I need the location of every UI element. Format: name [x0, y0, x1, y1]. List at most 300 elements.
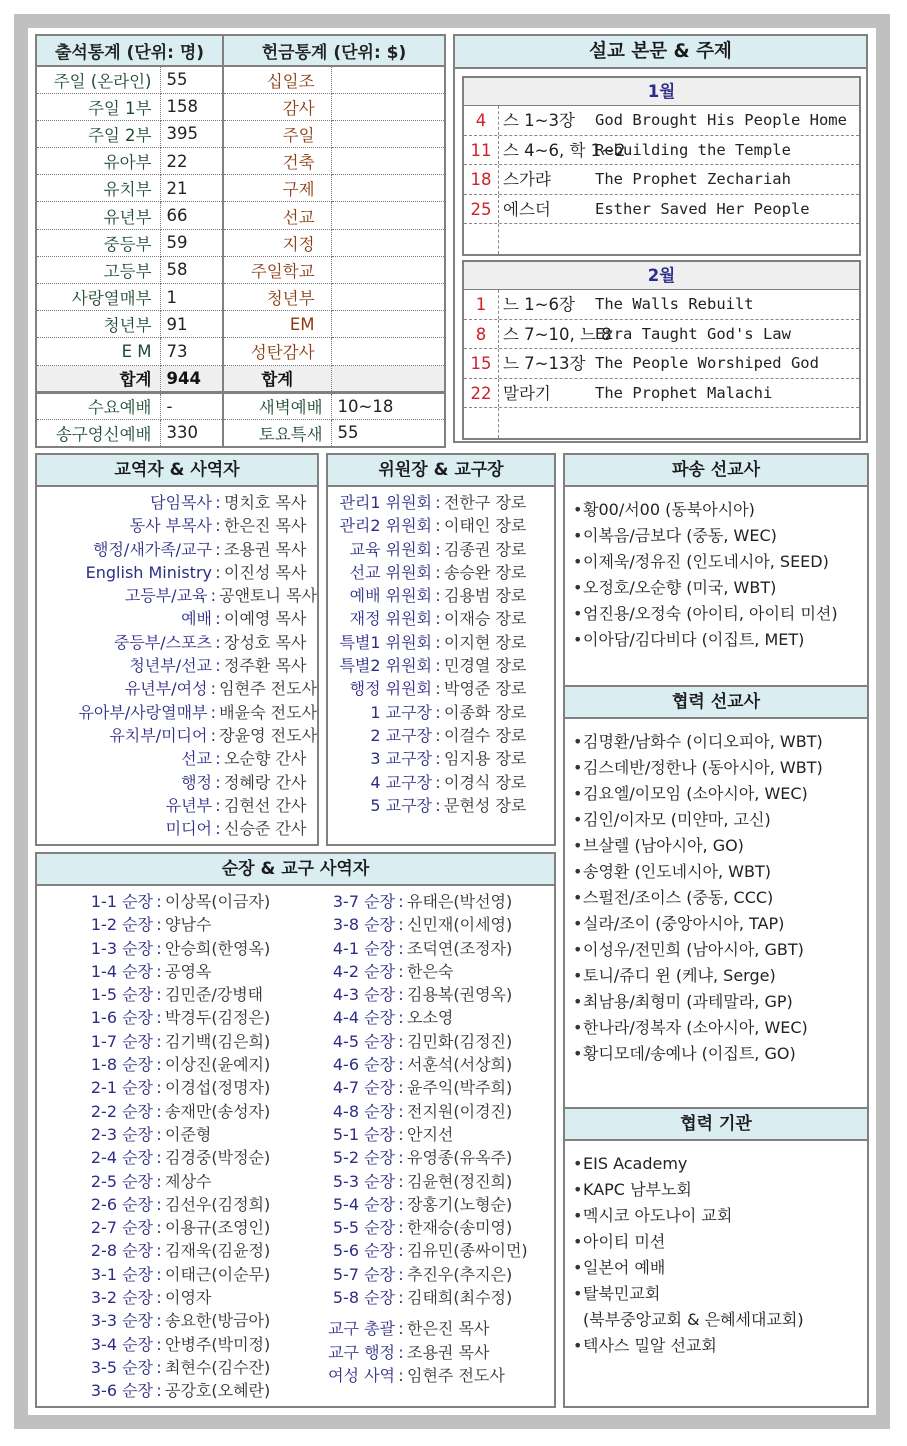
sermon-topic: The Prophet Zechariah	[595, 170, 791, 188]
colon-separator: :	[435, 749, 441, 769]
person-name: 김민화(김정진)	[407, 1031, 513, 1051]
attendance-value: 91	[160, 311, 223, 338]
colon-separator: :	[215, 656, 221, 676]
staff-row	[37, 654, 317, 677]
colon-separator: :	[156, 1194, 162, 1214]
item-text: 실라/조이 (중앙아시아, TAP)	[583, 914, 785, 933]
person-name: 최현수(김수잔)	[165, 1357, 271, 1377]
stats-extra-row	[36, 392, 445, 419]
sermon-scripture: 에스더	[503, 199, 551, 219]
bullet-icon: •	[573, 604, 583, 623]
bullet-icon: •	[573, 758, 583, 777]
offering-value	[331, 256, 445, 283]
colon-separator: :	[435, 656, 441, 676]
attendance-total-label: 합계	[36, 365, 160, 392]
colon-separator: :	[435, 632, 441, 652]
bullet-icon: •	[573, 500, 583, 519]
person-name: 한은숙	[407, 961, 454, 981]
colon-separator: :	[435, 609, 441, 629]
colon-separator: :	[398, 1241, 404, 1261]
attendance-label: 주일 (온라인)	[36, 66, 160, 93]
role-label: 5-8 순장	[332, 1288, 395, 1308]
colon-separator: :	[215, 516, 221, 536]
person-name: 안지선	[407, 1124, 454, 1144]
person-name: 이지현 장로	[444, 632, 527, 652]
role-label: 1-7 순장	[90, 1031, 153, 1051]
cell-leader-row	[313, 890, 528, 913]
offering-value	[331, 93, 445, 120]
service-label: 새벽예배	[223, 392, 331, 419]
role-label: 5-7 순장	[332, 1264, 395, 1284]
cell-leader-row	[313, 1263, 528, 1286]
item-text: 이복음/금보다 (중동, WEC)	[583, 526, 777, 545]
attendance-value: 158	[160, 93, 223, 120]
role-label: 동사 부목사	[129, 516, 212, 536]
committee-row	[328, 514, 554, 537]
person-name: 공앤토니 목사	[219, 586, 317, 606]
offering-label: 십일조	[223, 66, 331, 93]
staff-section	[35, 453, 319, 846]
sent-missionaries-section	[563, 453, 869, 687]
role-label: 교육 위원회	[349, 539, 432, 559]
sermon-topic: Ezra Taught God's Law	[595, 324, 791, 343]
colon-separator: :	[156, 1357, 162, 1377]
item-text: 엄진용/오정숙 (아이티, 아이티 미션)	[583, 604, 838, 623]
colon-separator: :	[156, 892, 162, 911]
staff-row	[37, 491, 317, 514]
offering-total-value	[331, 365, 445, 392]
missionary-item	[573, 523, 867, 549]
item-text: KAPC 남부노회	[583, 1180, 692, 1199]
sermon-scripture: 스 1~3장	[503, 111, 575, 130]
sermon-scripture: 스 7~10, 느 8	[503, 324, 612, 344]
bullet-icon: •	[573, 1180, 583, 1199]
sermon-date: 1	[464, 290, 499, 319]
committee-row	[328, 677, 554, 700]
colon-separator: :	[398, 1008, 404, 1028]
staff-row	[37, 677, 317, 700]
bullet-icon: •	[573, 1044, 583, 1063]
person-name: 문현성 장로	[444, 795, 527, 815]
service-value: 330	[160, 419, 223, 446]
committee-row	[328, 794, 554, 817]
colon-separator: :	[435, 795, 441, 815]
month-february	[462, 260, 861, 440]
person-name: 정혜랑 간사	[224, 772, 307, 792]
cell-leader-row	[71, 913, 270, 936]
colon-separator: :	[398, 1171, 404, 1191]
cell-leader-row	[313, 1006, 528, 1029]
role-label: 2 교구장	[370, 725, 432, 745]
person-name: 임지용 장로	[444, 749, 527, 769]
role-label: 관리1 위원회	[339, 493, 432, 512]
person-name: 공영옥	[165, 961, 212, 981]
item-text: 최남용/최형미 (과테말라, GP)	[583, 992, 793, 1011]
bullet-icon: •	[573, 630, 583, 649]
role-label: 1-4 순장	[90, 961, 153, 981]
person-name: 신승준 간사	[224, 819, 307, 839]
staff-row	[37, 817, 317, 840]
colon-separator: :	[435, 702, 441, 722]
cell-leader-row	[71, 983, 270, 1006]
colon-separator: :	[398, 1124, 404, 1144]
colon-separator: :	[215, 749, 221, 769]
role-label: 5-6 순장	[332, 1241, 395, 1261]
role-label: 2-1 순장	[90, 1078, 153, 1098]
role-label: 3 교구장	[370, 749, 432, 769]
item-text: 김요엘/이모임 (소아시아, WEC)	[583, 784, 808, 803]
bullet-icon: •	[573, 1206, 583, 1225]
person-name: 오소영	[407, 1008, 454, 1028]
person-name: 이경식 장로	[444, 772, 527, 792]
offering-label: 성탄감사	[223, 338, 331, 365]
committee-row	[328, 747, 554, 770]
service-label: 토요특새	[223, 419, 331, 446]
offering-label: 지정	[223, 229, 331, 256]
missionary-item	[573, 601, 867, 627]
cell-leader-row	[71, 1170, 270, 1193]
stats-row	[36, 148, 445, 175]
role-label: English Ministry	[85, 562, 212, 582]
item-text: 이제욱/정유진 (인도네시아, SEED)	[583, 552, 829, 571]
colon-separator: :	[435, 725, 441, 745]
bullet-icon: •	[573, 1284, 583, 1303]
role-label: 행정 위원회	[349, 679, 432, 699]
role-label: 예배 위원회	[349, 586, 432, 606]
sermon-row	[464, 136, 859, 166]
missionary-item	[573, 549, 867, 575]
role-label: 교구 행정	[328, 1342, 395, 1362]
colon-separator: :	[156, 1101, 162, 1121]
cell-leader-row	[313, 1053, 528, 1076]
person-name: 임현주 전도사	[219, 679, 317, 699]
staff-row	[37, 514, 317, 537]
committee-title: 위원장 & 교구장	[328, 455, 554, 487]
cell-leader-row	[71, 1030, 270, 1053]
person-name: 김유민(종싸이먼)	[407, 1241, 528, 1261]
organization-item	[573, 1177, 867, 1203]
colon-separator: :	[435, 586, 441, 606]
attendance-value: 73	[160, 338, 223, 365]
stats-total-row	[36, 365, 445, 392]
item-text: 탈북민교회	[583, 1284, 661, 1303]
sermon-row	[464, 379, 859, 409]
attendance-value: 1	[160, 284, 223, 311]
missionary-item	[573, 497, 867, 523]
item-text: EIS Academy	[583, 1154, 688, 1173]
attendance-label: 청년부	[36, 311, 160, 338]
bullet-icon: •	[573, 526, 583, 545]
person-name: 이용규(조영인)	[165, 1218, 271, 1238]
role-label: 4-5 순장	[332, 1031, 395, 1051]
person-name: 이걸수 장로	[444, 725, 527, 745]
attendance-value: 395	[160, 120, 223, 147]
offering-value	[331, 120, 445, 147]
attendance-value: 59	[160, 229, 223, 256]
spacer	[313, 1309, 528, 1317]
committee-row	[328, 561, 554, 584]
person-name: 이상진(윤예지)	[165, 1055, 271, 1075]
cell-leader-row	[71, 1053, 270, 1076]
person-name: 장윤영 전도사	[219, 725, 317, 745]
bullet-icon: •	[573, 732, 583, 751]
sermon-row	[464, 165, 859, 195]
cell-leader-row	[71, 1309, 270, 1332]
person-name: 이경섭(정명자)	[165, 1078, 271, 1098]
sent-missionaries-title: 파송 선교사	[565, 455, 867, 487]
attendance-label: 주일 1부	[36, 93, 160, 120]
role-label: 3-5 순장	[90, 1357, 153, 1377]
sermon-scripture	[499, 408, 595, 438]
role-label: 4-3 순장	[332, 985, 395, 1005]
colon-separator: :	[435, 493, 441, 512]
sermon-row	[464, 106, 859, 136]
role-label: 1-5 순장	[90, 985, 153, 1005]
attendance-label: 고등부	[36, 256, 160, 283]
bullet-icon: •	[573, 1154, 583, 1173]
person-name: 장성호 목사	[224, 632, 307, 652]
role-label: 5-4 순장	[332, 1194, 395, 1214]
item-text: 이성우/전민희 (남아시아, GBT)	[583, 940, 804, 959]
colon-separator: :	[398, 1218, 404, 1238]
sermon-topic: Rebuilding the Temple	[595, 140, 791, 159]
attendance-label: 주일 2부	[36, 120, 160, 147]
cell-leaders-section	[35, 852, 556, 1408]
colon-separator: :	[156, 985, 162, 1005]
service-label: 송구영신예배	[36, 419, 160, 446]
colon-separator: :	[398, 985, 404, 1005]
missionary-item	[573, 807, 867, 833]
role-label: 미디어	[165, 819, 212, 839]
cell-leader-row	[313, 1193, 528, 1216]
role-label: 유아부/사랑열매부	[78, 702, 208, 722]
person-name: 김용범 장로	[444, 586, 527, 606]
missionary-item	[573, 885, 867, 911]
attendance-value: 21	[160, 175, 223, 202]
role-label: 유년부	[165, 795, 212, 815]
cell-leader-row	[71, 1216, 270, 1239]
role-label: 4-6 순장	[332, 1055, 395, 1075]
colon-separator: :	[398, 1031, 404, 1051]
item-text: 토니/쥬디 윈 (케냐, Serge)	[583, 966, 776, 985]
item-text: 김명환/남화수 (이디오피아, WBT)	[583, 732, 823, 751]
role-label: 4-1 순장	[332, 938, 395, 958]
cell-leader-row	[313, 1076, 528, 1099]
person-name: 정주환 목사	[224, 656, 307, 676]
attendance-label: 사랑열매부	[36, 284, 160, 311]
colon-separator: :	[398, 938, 404, 958]
role-label: 1-2 순장	[90, 915, 153, 935]
colon-separator: :	[215, 539, 221, 559]
colon-separator: :	[435, 679, 441, 699]
role-label: 특별1 위원회	[339, 632, 432, 652]
person-name: 김경중(박정순)	[165, 1148, 271, 1168]
attendance-value: 66	[160, 202, 223, 229]
person-name: 이준형	[165, 1124, 212, 1144]
service-label: 수요예배	[36, 392, 160, 419]
colon-separator: :	[398, 1148, 404, 1168]
colon-separator: :	[435, 562, 441, 582]
person-name: 김용복(권영옥)	[407, 985, 513, 1005]
cell-leader-row	[313, 983, 528, 1006]
sermon-topic: The People Worshiped God	[595, 354, 819, 372]
missionary-item	[573, 729, 867, 755]
item-text: 김인/이자모 (미얀마, 고신)	[583, 810, 771, 829]
attendance-label: 유년부	[36, 202, 160, 229]
person-name: 민경열 장로	[444, 656, 527, 676]
attendance-title: 출석통계 (단위: 명)	[36, 35, 223, 66]
stats-row	[36, 311, 445, 338]
colon-separator: :	[210, 725, 217, 745]
role-label: 3-7 순장	[332, 892, 395, 911]
organization-item	[573, 1281, 867, 1307]
colon-separator: :	[398, 1288, 404, 1308]
bullet-icon: •	[573, 552, 583, 571]
committee-section	[326, 453, 556, 846]
person-name: 추진우(추지은)	[407, 1264, 513, 1284]
colon-separator: :	[215, 632, 221, 652]
offering-value	[331, 311, 445, 338]
role-label: 4-7 순장	[332, 1078, 395, 1098]
sermon-scripture: 스 4~6, 학 1~2	[503, 140, 626, 160]
colon-separator: :	[156, 1288, 162, 1308]
offering-value	[331, 66, 445, 93]
role-label: 2-5 순장	[90, 1171, 153, 1191]
sermon-row	[464, 224, 859, 254]
offering-label: EM	[223, 311, 331, 338]
item-text: 송영환 (인도네시아, WBT)	[583, 862, 771, 881]
item-text: 멕시코 아도나이 교회	[583, 1206, 733, 1225]
staff-row	[37, 631, 317, 654]
person-name: 공강호(오혜란)	[165, 1381, 271, 1401]
service-value: 10~18	[331, 392, 445, 419]
partner-missionaries-section	[563, 685, 869, 1109]
colon-separator: :	[215, 819, 221, 839]
cell-leader-row	[71, 1076, 270, 1099]
offering-value	[331, 338, 445, 365]
bullet-icon: •	[573, 1018, 583, 1037]
offering-label: 주일학교	[223, 256, 331, 283]
role-label: 관리2 위원회	[339, 516, 432, 536]
role-label: 5 교구장	[370, 795, 432, 815]
stats-row	[36, 256, 445, 283]
person-name: 이종화 장로	[444, 702, 527, 722]
stats-row	[36, 175, 445, 202]
item-text: 황00/서00 (동북아시아)	[583, 500, 755, 519]
cell-leaders-title: 순장 & 교구 사역자	[37, 854, 554, 886]
sermon-date: 4	[464, 106, 499, 135]
sermon-scripture: 느 7~13장	[503, 354, 586, 373]
person-name: 이예영 목사	[224, 609, 307, 629]
sermon-row	[464, 349, 859, 379]
sermon-scripture	[499, 224, 595, 254]
role-label: 1 교구장	[370, 702, 432, 722]
colon-separator: :	[156, 1055, 162, 1075]
role-label: 3-2 순장	[90, 1288, 153, 1308]
offering-label: 주일	[223, 120, 331, 147]
committee-row	[328, 631, 554, 654]
attendance-label: 유치부	[36, 175, 160, 202]
sermon-topic: The Walls Rebuilt	[595, 295, 754, 313]
missionary-item	[573, 937, 867, 963]
person-name: 조덕연(조정자)	[407, 938, 513, 958]
person-name: 김종권 장로	[444, 539, 527, 559]
missionary-item	[573, 627, 867, 653]
person-name: 한재승(송미영)	[407, 1218, 513, 1238]
person-name: 이영자	[165, 1288, 212, 1308]
person-name: 김윤현(정진희)	[407, 1171, 513, 1191]
cell-leader-row	[313, 960, 528, 983]
committee-row	[328, 701, 554, 724]
cell-leader-row	[313, 913, 528, 936]
role-label: 담임목사	[150, 493, 212, 512]
cell-leader-row	[71, 960, 270, 983]
colon-separator: :	[215, 772, 221, 792]
sermon-row	[464, 408, 859, 438]
sermon-scripture: 느 1~6장	[503, 295, 575, 314]
colon-separator: :	[398, 1342, 404, 1362]
person-name: 이재승 장로	[444, 609, 527, 629]
committee-row	[328, 538, 554, 561]
cell-leader-row	[313, 1100, 528, 1123]
role-label: 4-8 순장	[332, 1101, 395, 1121]
colon-separator: :	[398, 1078, 404, 1098]
committee-row	[328, 654, 554, 677]
colon-separator: :	[435, 516, 441, 536]
cell-leader-row	[71, 890, 270, 913]
cell-leader-row	[313, 1286, 528, 1309]
role-label: 선교	[181, 749, 212, 769]
missionary-item	[573, 781, 867, 807]
colon-separator: :	[156, 1241, 162, 1261]
cell-leader-row	[313, 1239, 528, 1262]
staff-row	[37, 701, 317, 724]
role-label: 4-4 순장	[332, 1008, 395, 1028]
person-name: 한은진 목사	[224, 516, 307, 536]
role-label: 1-3 순장	[90, 938, 153, 958]
item-text: 황디모데/송예나 (이집트, GO)	[583, 1044, 796, 1063]
person-name: 제상수	[165, 1171, 212, 1191]
person-name: 김선우(김정희)	[165, 1194, 271, 1214]
person-name: 안병주(박미정)	[165, 1334, 271, 1354]
sermon-topic: Esther Saved Her People	[595, 199, 810, 218]
service-value: 55	[331, 419, 445, 446]
bullet-icon: •	[573, 888, 583, 907]
colon-separator: :	[210, 679, 217, 699]
offering-total-label: 합계	[223, 365, 331, 392]
list-item-continuation: (북부중앙교회 & 은혜세대교회)	[583, 1310, 804, 1329]
colon-separator: :	[156, 915, 162, 935]
committee-row	[328, 584, 554, 607]
item-text: 오정호/오순향 (미국, WBT)	[583, 578, 777, 597]
colon-separator: :	[156, 938, 162, 958]
colon-separator: :	[435, 539, 441, 559]
missionary-item	[573, 1015, 867, 1041]
cell-leader-row	[71, 1239, 270, 1262]
colon-separator: :	[156, 1031, 162, 1051]
colon-separator: :	[398, 1055, 404, 1075]
person-name: 김민준/강병태	[165, 985, 264, 1005]
sermon-section	[453, 34, 868, 443]
person-name: 김재욱(김윤정)	[165, 1241, 271, 1261]
colon-separator: :	[215, 609, 221, 629]
staff-row	[37, 794, 317, 817]
role-label: 3-8 순장	[332, 915, 395, 935]
person-name: 전지원(이경진)	[407, 1101, 513, 1121]
missionary-item	[573, 575, 867, 601]
colon-separator: :	[156, 1171, 162, 1191]
role-label: 2-7 순장	[90, 1218, 153, 1238]
